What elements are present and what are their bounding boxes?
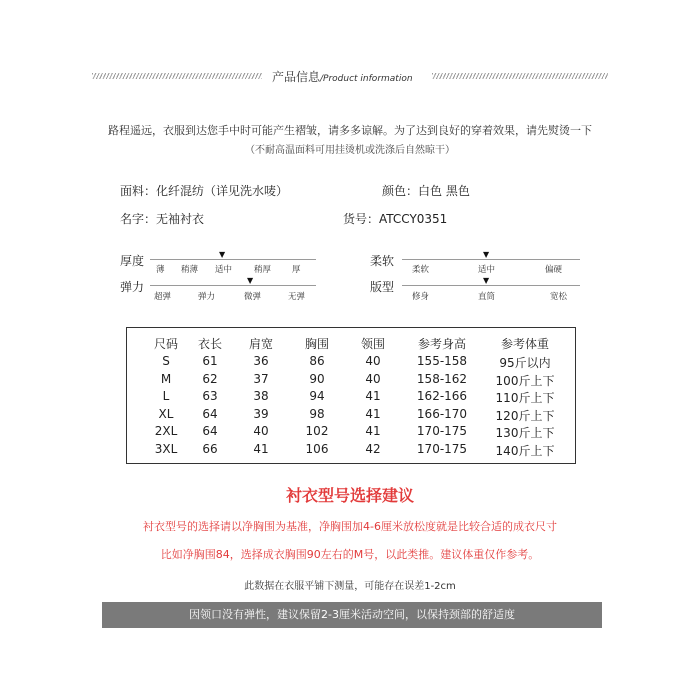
- recommendation-line-1: 衬衣型号的选择请以净胸围为基准，净胸围加4-6厘米放松度就是比较合适的成衣尺寸: [143, 520, 557, 533]
- softness-marker-icon: ▼: [483, 250, 490, 259]
- fit-option: 修身: [412, 292, 430, 302]
- thickness-option: 薄: [156, 265, 165, 275]
- thickness-option: 厚: [292, 265, 301, 275]
- name-info: 名字：无袖衬衣: [120, 212, 205, 226]
- table-cell: 90: [309, 371, 325, 386]
- table-cell: 61: [202, 354, 218, 368]
- section-title: [272, 68, 413, 85]
- table-cell: 140斤上下: [495, 443, 555, 458]
- table-cell: 40: [365, 371, 381, 386]
- softness-label: 柔软: [370, 254, 395, 268]
- header-hatch-left: [92, 73, 262, 79]
- table-cell: 95斤以内: [499, 356, 551, 370]
- table-cell: 40: [253, 424, 269, 438]
- table-cell: L: [162, 389, 170, 403]
- table-cell: 41: [365, 406, 381, 421]
- table-cell: 62: [202, 371, 218, 386]
- table-cell: 36: [253, 354, 269, 368]
- table-cell: XL: [158, 406, 174, 421]
- elasticity-option: 超弹: [154, 292, 172, 302]
- title-en: /Product information: [320, 74, 413, 84]
- table-header-cell: 尺码: [153, 337, 178, 351]
- table-cell: 162-166: [416, 389, 468, 403]
- recommendation-line-2: 比如净胸围84，选择成衣胸围90左右的M号，以此类推。建议体重仅作参考。: [160, 548, 540, 561]
- table-cell: 98: [309, 406, 325, 421]
- table-cell: 64: [202, 424, 218, 438]
- table-cell: 110斤上下: [495, 391, 555, 405]
- table-cell: M: [160, 371, 172, 386]
- table-cell: 158-162: [416, 371, 468, 386]
- neck-comfort-banner: 因领口没有弹性，建议保留2-3厘米活动空间，以保持颈部的舒适度: [102, 602, 602, 628]
- table-cell: 170-175: [416, 441, 468, 456]
- fabric-info: 面料：化纤混纺（详见洗水唛）: [120, 184, 289, 198]
- table-cell: 41: [365, 389, 381, 403]
- fit-option: 宽松: [550, 292, 568, 302]
- table-cell: 94: [309, 389, 325, 403]
- table-cell: 130斤上下: [495, 426, 555, 440]
- table-cell: 2XL: [154, 424, 178, 438]
- table-header-cell: 领围: [360, 337, 385, 351]
- table-cell: 155-158: [416, 354, 468, 368]
- table-cell: 166-170: [416, 406, 468, 421]
- thickness-option: 稍薄: [181, 265, 199, 275]
- thickness-marker-icon: ▼: [219, 250, 226, 259]
- table-cell: 170-175: [416, 424, 468, 438]
- table-header-cell: 肩宽: [248, 337, 273, 351]
- color-info: 颜色：白色 黑色: [382, 184, 470, 198]
- sku-info: 货号：ATCCY0351: [343, 212, 448, 226]
- table-cell: 120斤上下: [495, 408, 555, 423]
- softness-scale-line: [402, 259, 580, 260]
- elasticity-option: 微弹: [244, 292, 262, 302]
- thickness-option: 稍厚: [254, 265, 272, 275]
- measure-note: 此数据在衣服平铺下测量，可能存在误差1-2cm: [244, 581, 456, 592]
- recommendation-title: 衬衣型号选择建议: [285, 486, 414, 505]
- elasticity-label: 弹力: [120, 280, 145, 294]
- elasticity-option: 无弹: [288, 292, 306, 302]
- table-header-cell: 衣长: [197, 337, 222, 351]
- table-cell: 100斤上下: [495, 373, 555, 388]
- thickness-option: 适中: [215, 265, 233, 275]
- fit-scale-line: [402, 285, 580, 286]
- table-cell: 40: [365, 354, 381, 368]
- table-cell: 38: [253, 389, 269, 403]
- table-cell: 3XL: [154, 441, 178, 456]
- table-header-cell: 参考体重: [500, 337, 549, 351]
- table-cell: 64: [202, 406, 218, 421]
- table-header-cell: 参考身高: [417, 337, 466, 351]
- table-cell: 41: [253, 441, 269, 456]
- fit-marker-icon: ▼: [483, 276, 490, 285]
- table-cell: 41: [365, 424, 381, 438]
- care-notice: 路程遥远，衣服到达您手中时可能产生褶皱，请多多谅解。为了达到良好的穿着效果，请先熨烫一下: [108, 124, 592, 137]
- table-cell: 39: [253, 406, 269, 421]
- elasticity-marker-icon: ▼: [247, 276, 254, 285]
- header-hatch-right: [432, 73, 608, 79]
- table-cell: 42: [365, 441, 381, 456]
- table-cell: S: [162, 354, 170, 368]
- table-cell: 106: [305, 441, 329, 456]
- elasticity-option: 弹力: [198, 292, 216, 302]
- care-notice-sub: （不耐高温面料可用挂烫机或洗涤后自然晾干）: [245, 145, 455, 156]
- table-cell: 37: [253, 371, 269, 386]
- table-header-cell: 胸围: [304, 337, 329, 351]
- table-cell: 102: [305, 424, 329, 438]
- thickness-scale-line: [150, 259, 316, 260]
- softness-option: 柔软: [412, 265, 430, 275]
- table-cell: 86: [309, 354, 325, 368]
- thickness-label: 厚度: [120, 254, 145, 268]
- softness-option: 适中: [478, 265, 496, 275]
- table-cell: 63: [202, 389, 218, 403]
- fit-option: 直筒: [478, 292, 496, 302]
- table-cell: 66: [202, 441, 218, 456]
- title-cn: 产品信息: [272, 70, 321, 84]
- fit-label: 版型: [370, 280, 395, 294]
- elasticity-scale-line: [150, 285, 316, 286]
- softness-option: 偏硬: [545, 265, 563, 275]
